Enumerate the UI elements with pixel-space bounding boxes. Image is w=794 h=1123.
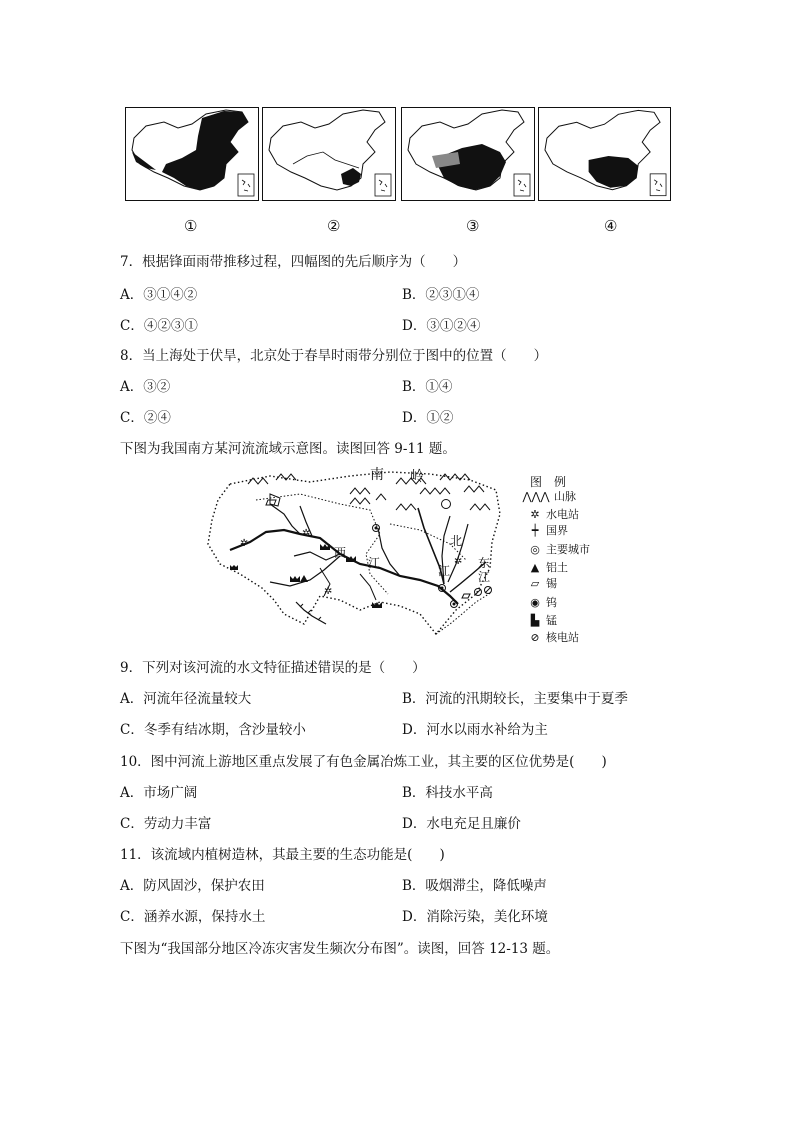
- map-label-3: ③: [466, 217, 480, 235]
- question-9-stem: 9．下列对该河流的水文特征描述错误的是（ ）: [120, 660, 426, 676]
- intro-12-13: 下图为“我国部分地区冷冻灾害发生频次分布图”。读图，回答 12-13 题。: [120, 941, 560, 957]
- q8-option-c[interactable]: C．②④: [120, 410, 171, 426]
- legend-title: 图 例: [530, 475, 567, 489]
- q8-option-d[interactable]: D．①②: [402, 410, 454, 426]
- question-7-stem: 7．根据锋面雨带推移过程，四幅图的先后顺序为（ ）: [120, 254, 467, 270]
- tin-icon: ▱: [530, 577, 540, 590]
- q10-option-a[interactable]: A．市场广阔: [120, 785, 198, 801]
- label-xi: 西: [334, 546, 347, 560]
- city-icon: ◎: [530, 543, 540, 556]
- china-map-3: [401, 107, 535, 201]
- q9-option-c[interactable]: C．冬季有结冰期，含沙量较小: [120, 722, 306, 738]
- svg-text:✲: ✲: [324, 586, 333, 597]
- q11-option-c[interactable]: C．涵养水源，保持水土: [120, 909, 266, 925]
- china-map-4: [538, 107, 671, 201]
- border-icon: ┿: [531, 524, 539, 537]
- q7-option-c[interactable]: C．④②③①: [120, 318, 198, 334]
- q11-option-d[interactable]: D．消除污染，美化环境: [402, 909, 548, 925]
- legend-bauxite: ▲ 铝土: [528, 559, 568, 575]
- question-11-stem: 11．该流域内植树造林，其最主要的生态功能是( ): [120, 847, 445, 863]
- svg-text:✲: ✲: [454, 556, 463, 567]
- q10-option-d[interactable]: D．水电充足且廉价: [402, 816, 521, 832]
- legend-manganese: ▙ 锰: [528, 612, 557, 628]
- map-label-2: ②: [327, 217, 341, 235]
- q10-option-b[interactable]: B．科技水平高: [402, 785, 493, 801]
- q9-option-b[interactable]: B．河流的汛期较长，主要集中于夏季: [402, 691, 628, 707]
- question-8-stem: 8．当上海处于伏旱，北京处于春旱时雨带分别位于图中的位置（ ）: [120, 348, 548, 364]
- map-label-4: ④: [604, 217, 618, 235]
- q8-option-a[interactable]: A．③②: [120, 379, 171, 395]
- q9-option-d[interactable]: D．河水以雨水补给为主: [402, 722, 548, 738]
- legend-hydro: ✲ 水电站: [528, 506, 579, 522]
- china-map-2: [262, 107, 396, 201]
- question-10-stem: 10．图中河流上游地区重点发展了有色金属冶炼工业，其主要的区位优势是( ): [120, 754, 607, 770]
- mountain-icon: ⋀⋀⋀: [522, 490, 550, 503]
- label-bei: 北: [450, 534, 463, 548]
- tungsten-icon: ◉: [530, 596, 540, 609]
- q11-option-a[interactable]: A．防风固沙，保护农田: [120, 878, 265, 894]
- legend-border: ┿ 国界: [528, 522, 568, 538]
- legend-tungsten: ◉ 钨: [528, 594, 557, 610]
- bauxite-icon: ▲: [530, 561, 540, 574]
- q10-option-c[interactable]: C．劳动力丰富: [120, 816, 212, 832]
- label-jiang-west: 江: [368, 556, 381, 570]
- label-ling: 岭: [410, 469, 424, 485]
- q7-option-b[interactable]: B．②③①④: [402, 287, 480, 303]
- legend-city: ◎ 主要城市: [528, 541, 590, 557]
- china-map-1: [125, 107, 259, 201]
- svg-text:✲: ✲: [302, 528, 311, 539]
- river-basin-map: [200, 464, 520, 644]
- q11-option-b[interactable]: B．吸烟滞尘，降低噪声: [402, 878, 547, 894]
- hydropower-icon: ✲: [530, 508, 540, 521]
- svg-text:✲: ✲: [240, 538, 249, 549]
- map-label-1: ①: [184, 217, 198, 235]
- label-jiang-north: 江: [438, 564, 451, 578]
- label-dong: 东: [478, 556, 491, 570]
- label-jiang-east: 江: [478, 570, 491, 584]
- nuclear-icon: ⊘: [530, 631, 540, 644]
- manganese-icon: ▙: [530, 614, 540, 627]
- q8-option-b[interactable]: B．①④: [402, 379, 453, 395]
- q7-option-d[interactable]: D．③①②④: [402, 318, 481, 334]
- q9-option-a[interactable]: A．河流年径流量较大: [120, 691, 252, 707]
- legend-nuclear: ⊘ 核电站: [528, 629, 579, 645]
- q7-option-a[interactable]: A．③①④②: [120, 287, 198, 303]
- label-nan: 南: [370, 467, 384, 483]
- legend-mountain: ⋀⋀⋀ 山脉: [522, 490, 576, 503]
- intro-9-11: 下图为我国南方某河流流域示意图。读图回答 9-11 题。: [120, 441, 456, 457]
- legend-tin: ▱ 锡: [528, 575, 557, 591]
